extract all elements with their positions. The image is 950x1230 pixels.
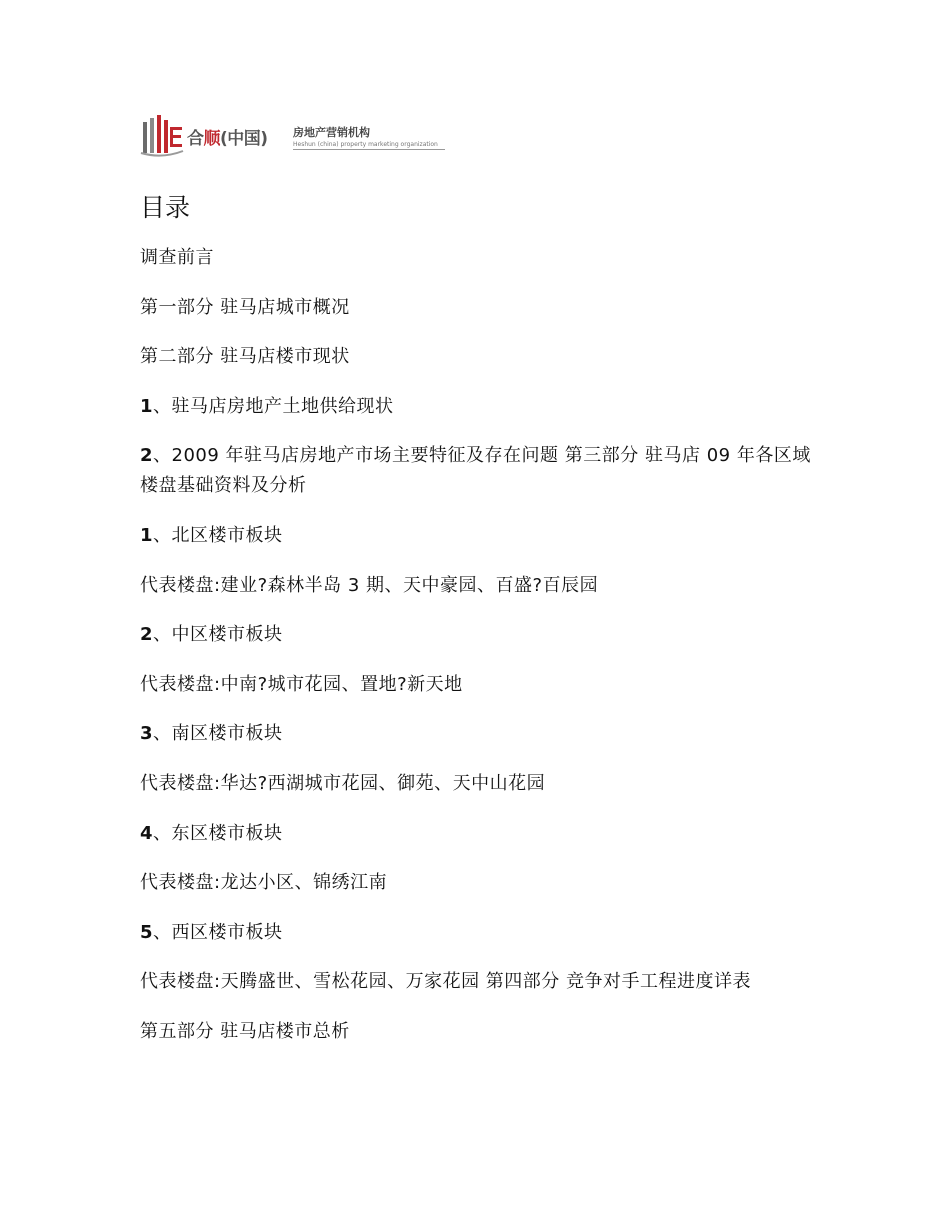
building-logo-icon xyxy=(140,113,184,159)
toc-item xyxy=(140,918,820,948)
toc-item-text: 第二部分 驻马店楼市现状 xyxy=(140,346,350,368)
toc-item-number: 2 xyxy=(140,624,154,646)
toc-item xyxy=(140,293,820,323)
toc-title: 目录 xyxy=(140,193,191,222)
toc-item-number: 4 xyxy=(140,822,154,844)
header-logo xyxy=(140,113,460,159)
toc-item-text: 调查前言 xyxy=(140,247,214,268)
toc-item-text: 代表楼盘:建业?森林半岛 3 期、天中豪园、百盛?百辰园 xyxy=(140,574,599,596)
toc-item-text: 代表楼盘:中南?城市花园、置地?新天地 xyxy=(140,673,463,695)
toc-item xyxy=(140,868,820,898)
toc-item-number: 2 xyxy=(140,445,154,467)
toc-item xyxy=(140,521,820,551)
toc-item-text: 、南区楼市板块 xyxy=(153,723,283,745)
toc-item xyxy=(140,620,820,650)
toc-list xyxy=(140,243,820,1067)
toc-item-number: 1 xyxy=(140,395,154,417)
toc-item xyxy=(140,967,820,997)
toc-item-number: 5 xyxy=(140,921,154,943)
toc-item-text: 第五部分 驻马店楼市总析 xyxy=(140,1020,350,1042)
toc-item xyxy=(140,392,820,422)
toc-item xyxy=(140,1017,820,1047)
brand-name: 合顺(中国) xyxy=(187,129,268,149)
toc-item xyxy=(140,819,820,849)
toc-item xyxy=(140,243,820,273)
toc-item-text: 、西区楼市板块 xyxy=(153,921,283,943)
toc-item-text: 代表楼盘:天腾盛世、雪松花园、万家花园 第四部分 竞争对手工程进度详表 xyxy=(140,971,752,993)
org-name-en: Heshun (china) property marketing organization xyxy=(293,141,438,148)
toc-item xyxy=(140,342,820,372)
toc-item-text: 代表楼盘:华达?西湖城市花园、御苑、天中山花园 xyxy=(140,772,546,794)
toc-item-number: 1 xyxy=(140,524,154,546)
toc-item xyxy=(140,719,820,749)
toc-item-text: 、驻马店房地产土地供给现状 xyxy=(153,395,394,417)
toc-item-text: 、2009 年驻马店房地产市场主要特征及存在问题 第三部分 驻马店 09 年各区域楼盘基础资料及分析 xyxy=(140,445,811,497)
toc-item xyxy=(140,571,820,601)
toc-item-text: 第一部分 驻马店城市概况 xyxy=(140,296,350,318)
toc-item xyxy=(140,769,820,799)
toc-item-text: 、中区楼市板块 xyxy=(153,624,283,646)
toc-item xyxy=(140,441,820,501)
toc-item-number: 3 xyxy=(140,723,154,745)
toc-item-text: 、东区楼市板块 xyxy=(153,822,283,844)
logo-divider xyxy=(293,149,445,150)
toc-item-text: 代表楼盘:龙达小区、锦绣江南 xyxy=(140,872,388,894)
org-name-zh: 房地产营销机构 xyxy=(293,126,370,139)
toc-item xyxy=(140,670,820,700)
toc-item-text: 、北区楼市板块 xyxy=(153,524,283,546)
